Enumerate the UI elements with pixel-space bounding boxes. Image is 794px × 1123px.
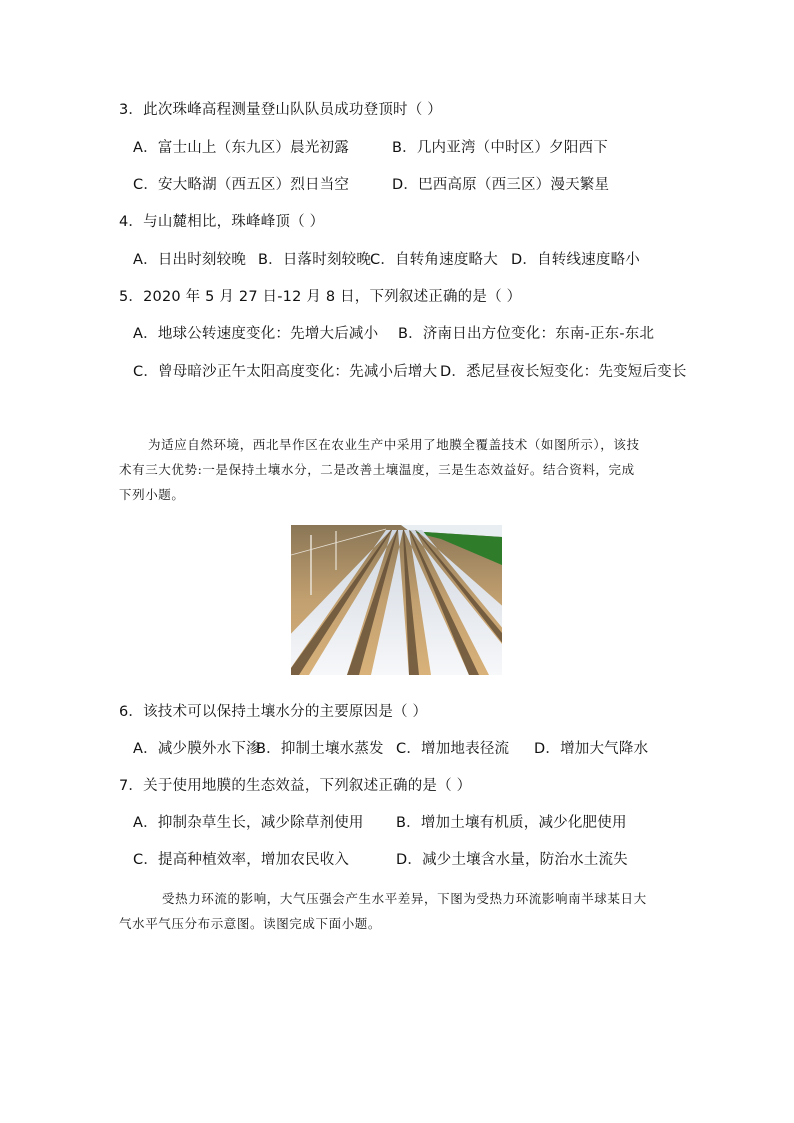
passage1-line2: 术有三大优势:一是保持土壤水分，二是改善土壤温度，三是生态效益好。结合资料，完成 (119, 462, 635, 477)
q3-stem: 3．此次珠峰高程测量登山队队员成功登顶时（ ） (119, 102, 442, 118)
plastic-mulch-field-photo (291, 525, 502, 675)
q5-option-d: D．悉尼昼夜长短变化：先变短后变长 (440, 364, 687, 380)
passage1-line3: 下列小题。 (119, 487, 185, 502)
q6-option-c: C．增加地表径流 (396, 741, 510, 757)
q3-option-c: C．安大略湖（西五区）烈日当空 (133, 177, 350, 193)
q5-stem: 5．2020 年 5 月 27 日-12 月 8 日，下列叙述正确的是（ ） (119, 289, 522, 305)
q3-option-b: B．几内亚湾（中时区）夕阳西下 (392, 140, 608, 156)
q7-option-a: A．抑制杂草生长，减少除草剂使用 (133, 815, 364, 831)
q5-option-b: B．济南日出方位变化：东南-正东-东北 (398, 326, 655, 342)
q5-option-c: C．曾母暗沙正午太阳高度变化：先减小后增大 (133, 364, 438, 380)
passage1-line1: 为适应自然环境，西北旱作区在农业生产中采用了地膜全覆盖技术（如图所示），该技 (148, 437, 640, 452)
q7-option-b: B．增加土壤有机质，减少化肥使用 (396, 815, 627, 831)
q4-option-b: B．日落时刻较晚 (258, 252, 372, 268)
q7-stem: 7．关于使用地膜的生态效益，下列叙述正确的是（ ） (119, 778, 472, 794)
passage2-line2: 气水平气压分布示意图。读图完成下面小题。 (119, 916, 382, 931)
q5-option-a: A．地球公转速度变化：先增大后减小 (133, 326, 379, 342)
q3-option-d: D．巴西高原（西三区）漫天繁星 (392, 177, 610, 193)
q4-option-a: A．日出时刻较晚 (133, 252, 247, 268)
q6-option-d: D．增加大气降水 (534, 741, 649, 757)
q3-option-a: A．富士山上（东九区）晨光初露 (133, 140, 349, 156)
q6-stem: 6．该技术可以保持土壤水分的主要原因是（ ） (119, 704, 428, 720)
q4-option-d: D．自转线速度略小 (511, 252, 640, 268)
q4-option-c: C．自转角速度略大 (370, 252, 498, 268)
q4-stem: 4．与山麓相比，珠峰峰顶（ ） (119, 214, 325, 230)
q6-option-a: A．减少膜外水下渗 (133, 741, 261, 757)
q7-option-d: D．减少土壤含水量，防治水土流失 (396, 852, 628, 868)
q6-option-b: B．抑制土壤水蒸发 (256, 741, 384, 757)
q7-option-c: C．提高种植效率，增加农民收入 (133, 852, 350, 868)
passage2-line1: 受热力环流的影响，大气压强会产生水平差异，下图为受热力环流影响南半球某日大 (162, 891, 647, 906)
